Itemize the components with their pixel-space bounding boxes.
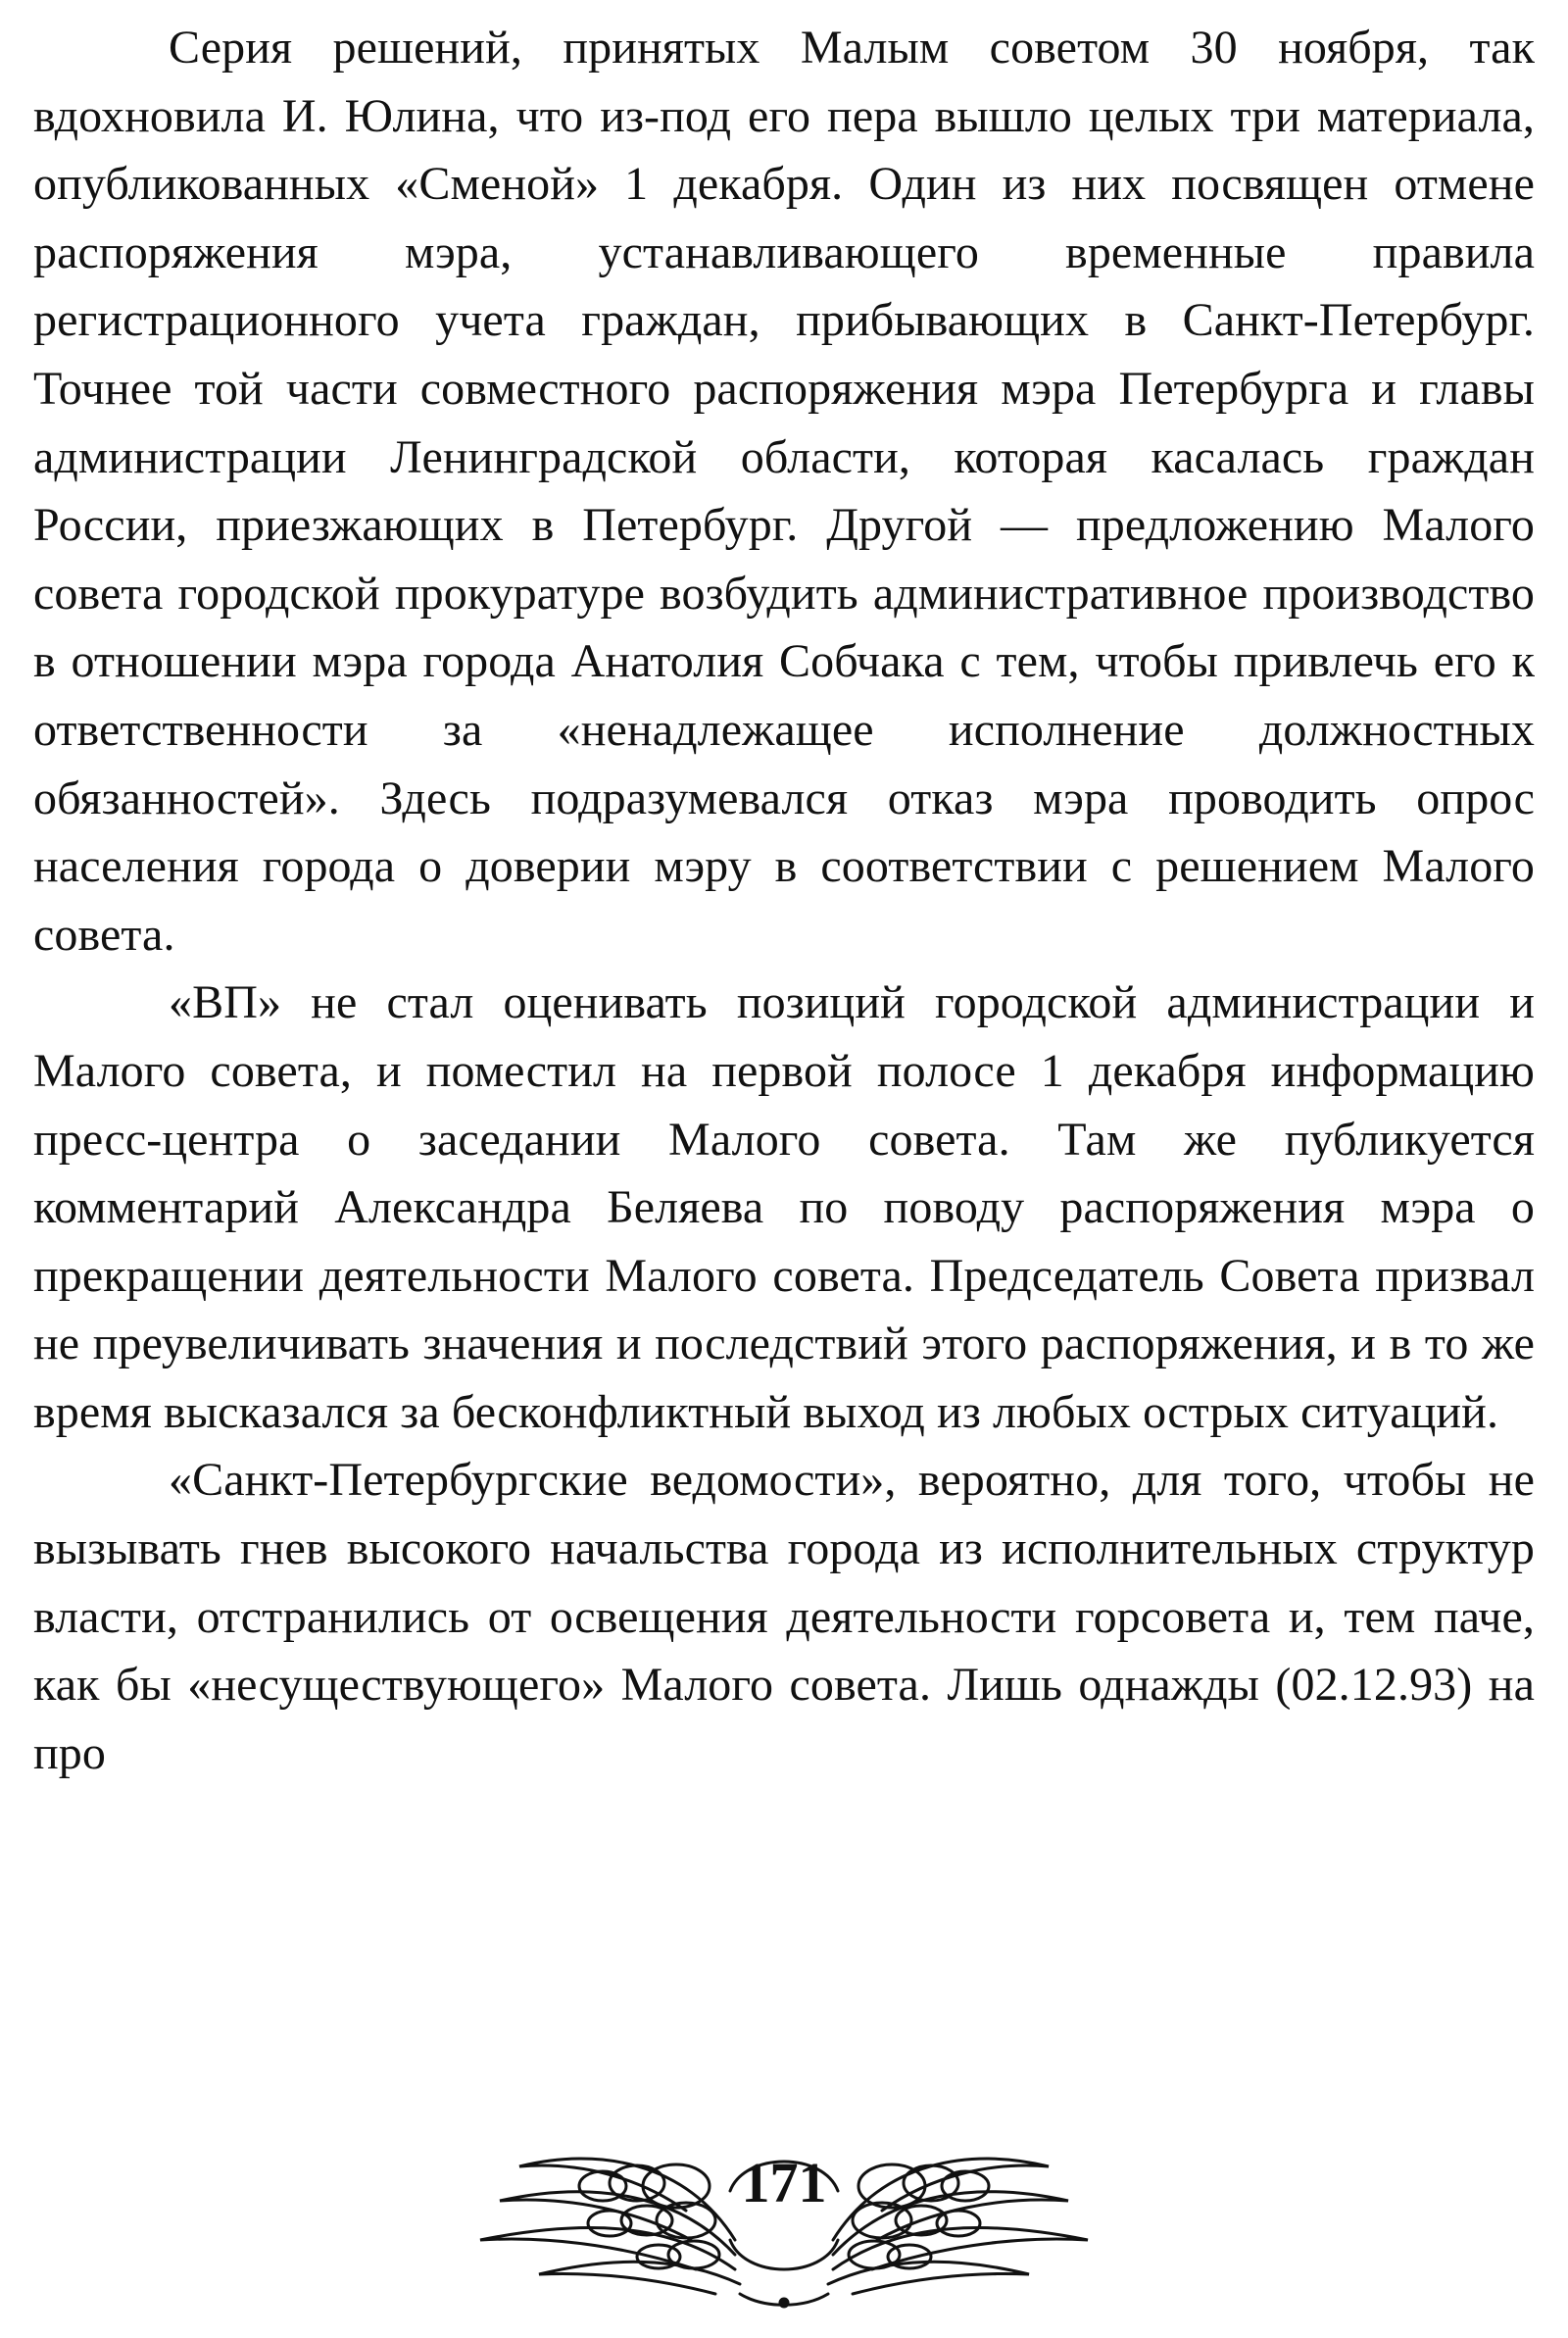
paragraph-2: «ВП» не стал оценивать позиций городской администрации и Малого совета, и поместил на первой полосе 1 декабря информацию пресс-центра о заседании Малого совета. Там же публикуется комментарий Александра Беляева по поводу распоряжения мэра о прекращении деятельности Малого совета. Председатель Совета призвал не преувеличивать значения и последствий этого распоряжения, и в то же время высказался за бесконфликтный выход из любых острых ситуаций. bbox=[33, 976, 1535, 1438]
page-footer bbox=[441, 2093, 1127, 2318]
page-number: 171 bbox=[741, 2151, 827, 2214]
page-content bbox=[33, 14, 1535, 1787]
paragraph-1: Серия решений, принятых Малым советом 30 ноября, так вдохновила И. Юлина, что из-под его пера вышло целых три материала, опубликованных «Сменой» 1 декабря. Один из них посвящен отмене распоряжения мэра, устанавливающего временные правила регистрационного учета граждан, прибывающих в Санкт-Петербург. Точнее той части совместного распоряжения мэра Петербурга и главы администрации Ленинградской области, которая касалась граждан России, приезжающих в Петербург. Другой — предложению Малого совета городской прокуратуре возбудить административное производство в отношении мэра города Анатолия Собчака с тем, чтобы привлечь его к ответственности за «ненадлежащее исполнение должностных обязанностей». Здесь подразумевался отказ мэра проводить опрос населения города о доверии мэру в соответствии с решением Малого совета. bbox=[33, 22, 1535, 961]
paragraph-3: «Санкт-Петербургские ведомости», вероятно, для того, чтобы не вызывать гнев высокого начальства города из исполнительных структур власти, отстранились от освещения деятельности горсовета и, тем паче, как бы «несуществующего» Малого совета. Лишь однажды (02.12.93) на про bbox=[33, 1454, 1535, 1779]
